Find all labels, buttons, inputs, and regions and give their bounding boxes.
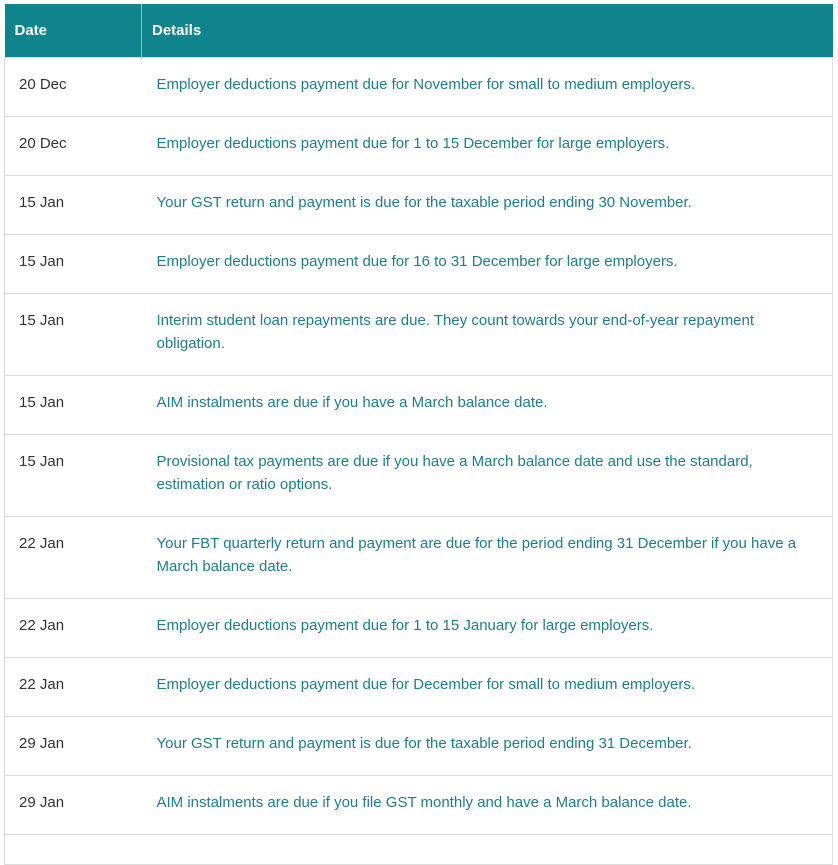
row-date: 29 Jan — [5, 775, 142, 834]
row-details: Employer deductions payment due for December for small to medium employers. — [142, 657, 833, 716]
row-date: 15 Jan — [5, 234, 142, 293]
row-details: AIM instalments are due if you file GST monthly and have a March balance date. — [142, 775, 833, 834]
row-details: Your GST return and payment is due for the taxable period ending 31 December. — [142, 716, 833, 775]
table-row — [5, 234, 833, 293]
row-details-partial — [142, 834, 833, 864]
row-details: Employer deductions payment due for 1 to 15 January for large employers. — [142, 598, 833, 657]
row-date: 15 Jan — [5, 293, 142, 375]
row-date: 20 Dec — [5, 57, 142, 116]
row-date: 22 Jan — [5, 598, 142, 657]
table-row — [5, 657, 833, 716]
table-row — [5, 716, 833, 775]
table-row — [5, 775, 833, 834]
row-details: Your GST return and payment is due for the taxable period ending 30 November. — [142, 175, 833, 234]
row-date: 22 Jan — [5, 516, 142, 598]
table-header-row — [5, 4, 833, 57]
table-row — [5, 57, 833, 116]
row-date: 29 Jan — [5, 716, 142, 775]
row-date: 15 Jan — [5, 375, 142, 434]
table-row — [5, 293, 833, 375]
table-row — [5, 434, 833, 516]
table-row — [5, 175, 833, 234]
row-date: 15 Jan — [5, 175, 142, 234]
table-row-partial — [5, 834, 833, 864]
row-date: 22 Jan — [5, 657, 142, 716]
row-details: Provisional tax payments are due if you have a March balance date and use the standard, estimation or ratio options. — [142, 434, 833, 516]
table-row — [5, 598, 833, 657]
row-details: Interim student loan repayments are due. They count towards your end-of-year repayment obligation. — [142, 293, 833, 375]
table-row — [5, 116, 833, 175]
row-details: Employer deductions payment due for 16 to 31 December for large employers. — [142, 234, 833, 293]
row-date: 15 Jan — [5, 434, 142, 516]
column-header-date: Date — [5, 4, 142, 57]
row-date-partial — [5, 834, 142, 864]
row-date: 20 Dec — [5, 116, 142, 175]
column-header-details: Details — [142, 4, 833, 57]
row-details: Employer deductions payment due for November for small to medium employers. — [142, 57, 833, 116]
table-row — [5, 516, 833, 598]
tax-dates-table — [4, 4, 833, 865]
row-details: Employer deductions payment due for 1 to 15 December for large employers. — [142, 116, 833, 175]
row-details: AIM instalments are due if you have a March balance date. — [142, 375, 833, 434]
row-details: Your FBT quarterly return and payment are due for the period ending 31 December if you have a March balance date. — [142, 516, 833, 598]
table-row — [5, 375, 833, 434]
